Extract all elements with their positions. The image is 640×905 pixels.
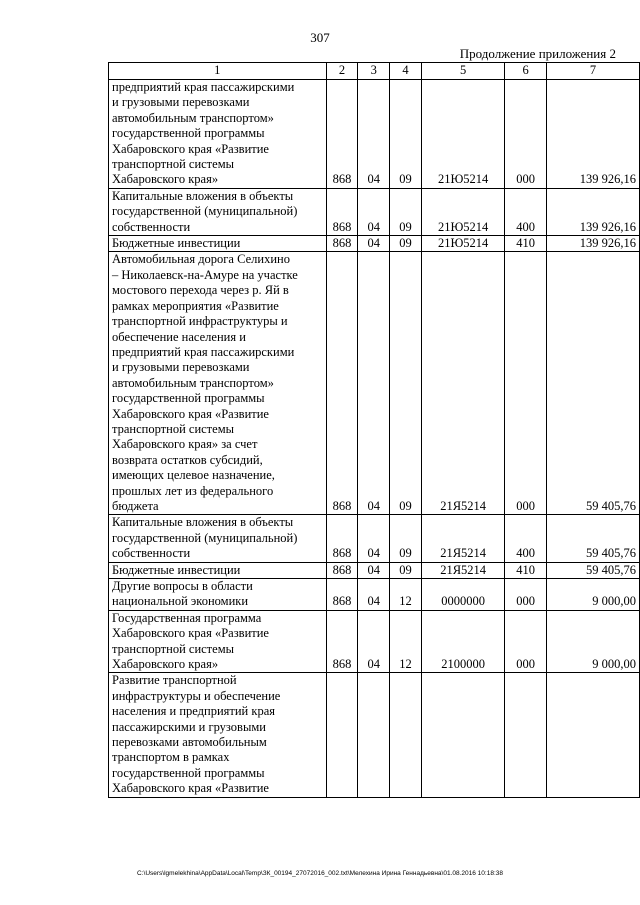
amount-cell: 9 000,00: [547, 579, 640, 611]
subsection-code-cell: 12: [390, 579, 422, 611]
section-code-cell: 04: [358, 188, 390, 235]
table-row: [109, 80, 640, 189]
department-code-cell: 868: [326, 252, 358, 515]
row-name-line: Капитальные вложения в объекты: [112, 188, 294, 203]
row-name-line: автомобильным транспортом»: [112, 110, 274, 125]
department-code-cell: 868: [326, 80, 358, 189]
header-cell: 5: [421, 63, 504, 80]
subsection-code-cell: 09: [390, 515, 422, 562]
amount-cell: 9 000,00: [547, 610, 640, 673]
row-name-line: и грузовыми перевозками: [112, 95, 250, 110]
row-name-cell: [109, 236, 327, 252]
row-name-line: государственной (муниципальной): [112, 204, 298, 219]
row-name-line: имеющих целевое назначение,: [112, 468, 275, 483]
amount-cell: 59 405,76: [547, 252, 640, 515]
subsection-code-cell: 09: [390, 562, 422, 578]
row-name-cell: [109, 80, 327, 189]
row-name-line: государственной программы: [112, 765, 265, 780]
row-name-line: Хабаровского края «Развитие: [112, 626, 269, 641]
row-name-line: Развитие транспортной: [112, 673, 237, 688]
row-name-line: – Николаевск-на-Амуре на участке: [112, 267, 298, 282]
row-name-cell: [109, 188, 327, 235]
row-name-line: бюджета: [112, 498, 159, 513]
expense-type-cell: 000: [505, 610, 547, 673]
row-name-cell: [109, 515, 327, 562]
row-name-line: Государственная программа: [112, 610, 262, 625]
amount-cell: [547, 673, 640, 797]
row-name-line: Капитальные вложения в объекты: [112, 515, 294, 530]
amount-cell: 59 405,76: [547, 515, 640, 562]
row-name-line: Бюджетные инвестиции: [112, 236, 241, 251]
row-name-line: предприятий края пассажирскими: [112, 80, 295, 94]
subsection-code-cell: [390, 673, 422, 797]
department-code-cell: 868: [326, 515, 358, 562]
section-code-cell: 04: [358, 579, 390, 611]
department-code-cell: 868: [326, 610, 358, 673]
header-cell: 1: [109, 63, 327, 80]
amount-cell: 59 405,76: [547, 562, 640, 578]
row-name-line: Другие вопросы в области: [112, 579, 253, 593]
row-name-line: прошлых лет из федерального: [112, 483, 274, 498]
page-number: 307: [310, 30, 330, 45]
row-name-line: транспортом в рамках: [112, 750, 230, 765]
table-row: [109, 562, 640, 578]
amount-cell: 139 926,16: [547, 188, 640, 235]
table-row: [109, 236, 640, 252]
row-name-line: Хабаровского края «Развитие: [112, 781, 269, 796]
section-code-cell: 04: [358, 252, 390, 515]
target-article-cell: 0000000: [421, 579, 504, 611]
row-name-line: транспортной системы: [112, 157, 234, 172]
department-code-cell: 868: [326, 562, 358, 578]
header-cell: 3: [358, 63, 390, 80]
target-article-cell: 2100000: [421, 610, 504, 673]
row-name-line: инфраструктуры и обеспечение: [112, 688, 281, 703]
row-name-line: Хабаровского края»: [112, 657, 219, 672]
target-article-cell: 21Я5214: [421, 252, 504, 515]
row-name-line: предприятий края пассажирскими: [112, 344, 295, 359]
budget-table: [108, 62, 640, 798]
header-row: [109, 63, 640, 80]
table-row: [109, 610, 640, 673]
target-article-cell: 21Я5214: [421, 562, 504, 578]
row-name-line: Хабаровского края» за счет: [112, 437, 258, 452]
row-name-cell: [109, 562, 327, 578]
section-code-cell: [358, 673, 390, 797]
table-row: [109, 515, 640, 562]
header-cell: 6: [505, 63, 547, 80]
header-cell: 7: [547, 63, 640, 80]
continuation-label: Продолжение приложения 2: [459, 46, 616, 61]
header-cell: 2: [326, 63, 358, 80]
subsection-code-cell: 09: [390, 188, 422, 235]
department-code-cell: 868: [326, 579, 358, 611]
department-code-cell: 868: [326, 236, 358, 252]
row-name-line: собственности: [112, 219, 191, 234]
target-article-cell: 21Ю5214: [421, 236, 504, 252]
table-row: [109, 579, 640, 611]
expense-type-cell: 000: [505, 579, 547, 611]
department-code-cell: [326, 673, 358, 797]
subsection-code-cell: 09: [390, 236, 422, 252]
target-article-cell: 21Я5214: [421, 515, 504, 562]
row-name-line: Бюджетные инвестиции: [112, 562, 241, 577]
target-article-cell: 21Ю5214: [421, 188, 504, 235]
subsection-code-cell: 12: [390, 610, 422, 673]
row-name-line: транспортной инфраструктуры и: [112, 314, 288, 329]
row-name-cell: [109, 673, 327, 797]
row-name-line: обеспечение населения и: [112, 329, 246, 344]
row-name-line: государственной программы: [112, 126, 265, 141]
table-row: [109, 188, 640, 235]
amount-cell: 139 926,16: [547, 236, 640, 252]
expense-type-cell: [505, 673, 547, 797]
row-name-line: населения и предприятий края: [112, 704, 275, 719]
department-code-cell: 868: [326, 188, 358, 235]
row-name-line: пассажирскими и грузовыми: [112, 719, 266, 734]
expense-type-cell: 410: [505, 236, 547, 252]
expense-type-cell: 000: [505, 252, 547, 515]
expense-type-cell: 410: [505, 562, 547, 578]
row-name-line: транспортной системы: [112, 421, 234, 436]
row-name-line: перевозками автомобильным: [112, 735, 267, 750]
expense-type-cell: 000: [505, 80, 547, 189]
table-row: [109, 673, 640, 797]
row-name-line: национальной экономики: [112, 594, 249, 609]
row-name-line: государственной программы: [112, 391, 265, 406]
row-name-line: Хабаровского края «Развитие: [112, 406, 269, 421]
row-name-line: собственности: [112, 546, 191, 561]
amount-cell: 139 926,16: [547, 80, 640, 189]
row-name-line: автомобильным транспортом»: [112, 375, 274, 390]
row-name-line: возврата остатков субсидий,: [112, 452, 263, 467]
row-name-line: Хабаровского края «Развитие: [112, 141, 269, 156]
file-path-footer: C:\Users\lgmelekhina\AppData\Local\Temp\ЗК_00194_27072016_002.txt\Мелехина Ирина Геннадьевна\01.08.2016 10:18:38: [137, 870, 503, 877]
row-name-line: Автомобильная дорога Селихино: [112, 252, 290, 267]
row-name-line: рамках мероприятия «Развитие: [112, 298, 279, 313]
section-code-cell: 04: [358, 515, 390, 562]
section-code-cell: 04: [358, 610, 390, 673]
expense-type-cell: 400: [505, 515, 547, 562]
table-row: [109, 252, 640, 515]
row-name-line: транспортной системы: [112, 641, 234, 656]
row-name-cell: [109, 579, 327, 611]
row-name-line: государственной (муниципальной): [112, 530, 298, 545]
row-name-cell: [109, 610, 327, 673]
row-name-cell: [109, 252, 327, 515]
subsection-code-cell: 09: [390, 80, 422, 189]
expense-type-cell: 400: [505, 188, 547, 235]
subsection-code-cell: 09: [390, 252, 422, 515]
header-cell: 4: [390, 63, 422, 80]
section-code-cell: 04: [358, 236, 390, 252]
section-code-cell: 04: [358, 562, 390, 578]
target-article-cell: [421, 673, 504, 797]
row-name-line: мостового перехода через р. Яй в: [112, 283, 289, 298]
target-article-cell: 21Ю5214: [421, 80, 504, 189]
row-name-line: Хабаровского края»: [112, 172, 219, 187]
section-code-cell: 04: [358, 80, 390, 189]
row-name-line: и грузовыми перевозками: [112, 360, 250, 375]
